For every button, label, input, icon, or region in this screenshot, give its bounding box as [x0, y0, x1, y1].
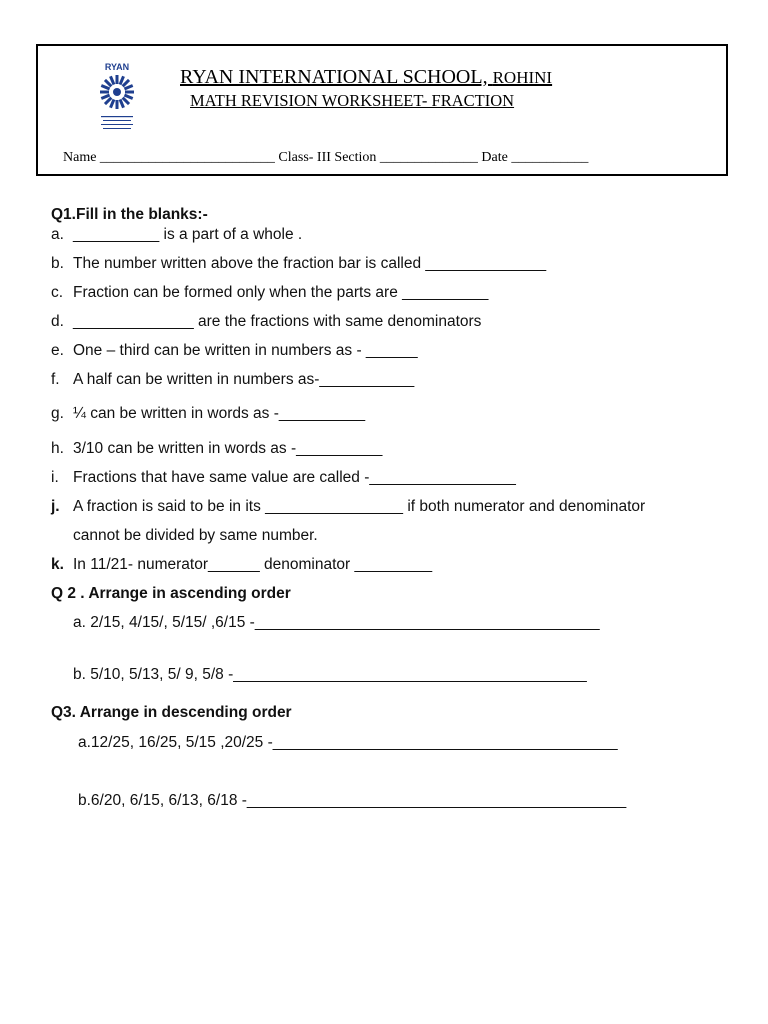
q1-item-label: a.: [51, 226, 64, 243]
q1-item-label: f.: [51, 371, 60, 388]
q1-item-text: A fraction is said to be in its ________________ if both numerator and denominator: [73, 498, 646, 515]
q1-item-text-continued: cannot be divided by same number.: [73, 527, 318, 544]
school-location: ROHINI: [492, 68, 553, 87]
q1-item-text: The number written above the fraction bar is called ______________: [73, 255, 547, 272]
q2-item: b. 5/10, 5/13, 5/ 9, 5/8 -_________________________________________: [73, 666, 587, 683]
q1-item-label: i.: [51, 469, 59, 486]
school-name: RYAN INTERNATIONAL SCHOOL,: [180, 66, 493, 88]
logo-text: RYAN: [104, 62, 130, 72]
q1-item-label: e.: [51, 342, 64, 359]
worksheet-title: MATH REVISION WORKSHEET- FRACTION: [190, 91, 515, 110]
student-details-line: Name _________________________ Class- III Section ______________ Date ___________: [63, 150, 589, 165]
q1-item-text: ¼ can be written in words as -__________: [73, 405, 366, 422]
q1-item-text: Fraction can be formed only when the parts are __________: [73, 284, 489, 301]
q1-heading: Q1.Fill in the blanks:-: [51, 206, 208, 223]
q1-item-text: A half can be written in numbers as-___________: [73, 371, 415, 388]
q1-item-label: c.: [51, 284, 64, 301]
q2-heading: Q 2 . Arrange in ascending order: [51, 585, 291, 602]
q3-item: b.6/20, 6/15, 6/13, 6/18 -____________________________________________: [78, 792, 627, 809]
logo-emblem-icon: [97, 72, 137, 132]
q3-item: a.12/25, 16/25, 5/15 ,20/25 -________________________________________: [78, 734, 618, 751]
q1-item-text: __________ is a part of a whole .: [73, 226, 303, 243]
q1-item-label: h.: [51, 440, 64, 457]
worksheet-header: [36, 44, 728, 176]
q1-item-label: k.: [51, 556, 64, 573]
q1-item-label: j.: [51, 498, 60, 515]
q1-item-text: 3/10 can be written in words as -__________: [73, 440, 383, 457]
q1-item-text: ______________ are the fractions with same denominators: [73, 313, 482, 330]
q2-item: a. 2/15, 4/15/, 5/15/ ,6/15 -________________________________________: [73, 614, 600, 631]
school-logo: [88, 62, 146, 142]
q1-item-label: b.: [51, 255, 64, 272]
q1-item-text: Fractions that have same value are called -_________________: [73, 469, 516, 486]
q1-item-text: In 11/21- numerator______ denominator _________: [73, 556, 433, 573]
q1-item-label: d.: [51, 313, 64, 330]
q1-item-label: g.: [51, 405, 64, 422]
q1-item-text: One – third can be written in numbers as - ______: [73, 342, 418, 359]
q3-heading: Q3. Arrange in descending order: [51, 704, 292, 721]
school-title: [180, 66, 552, 89]
